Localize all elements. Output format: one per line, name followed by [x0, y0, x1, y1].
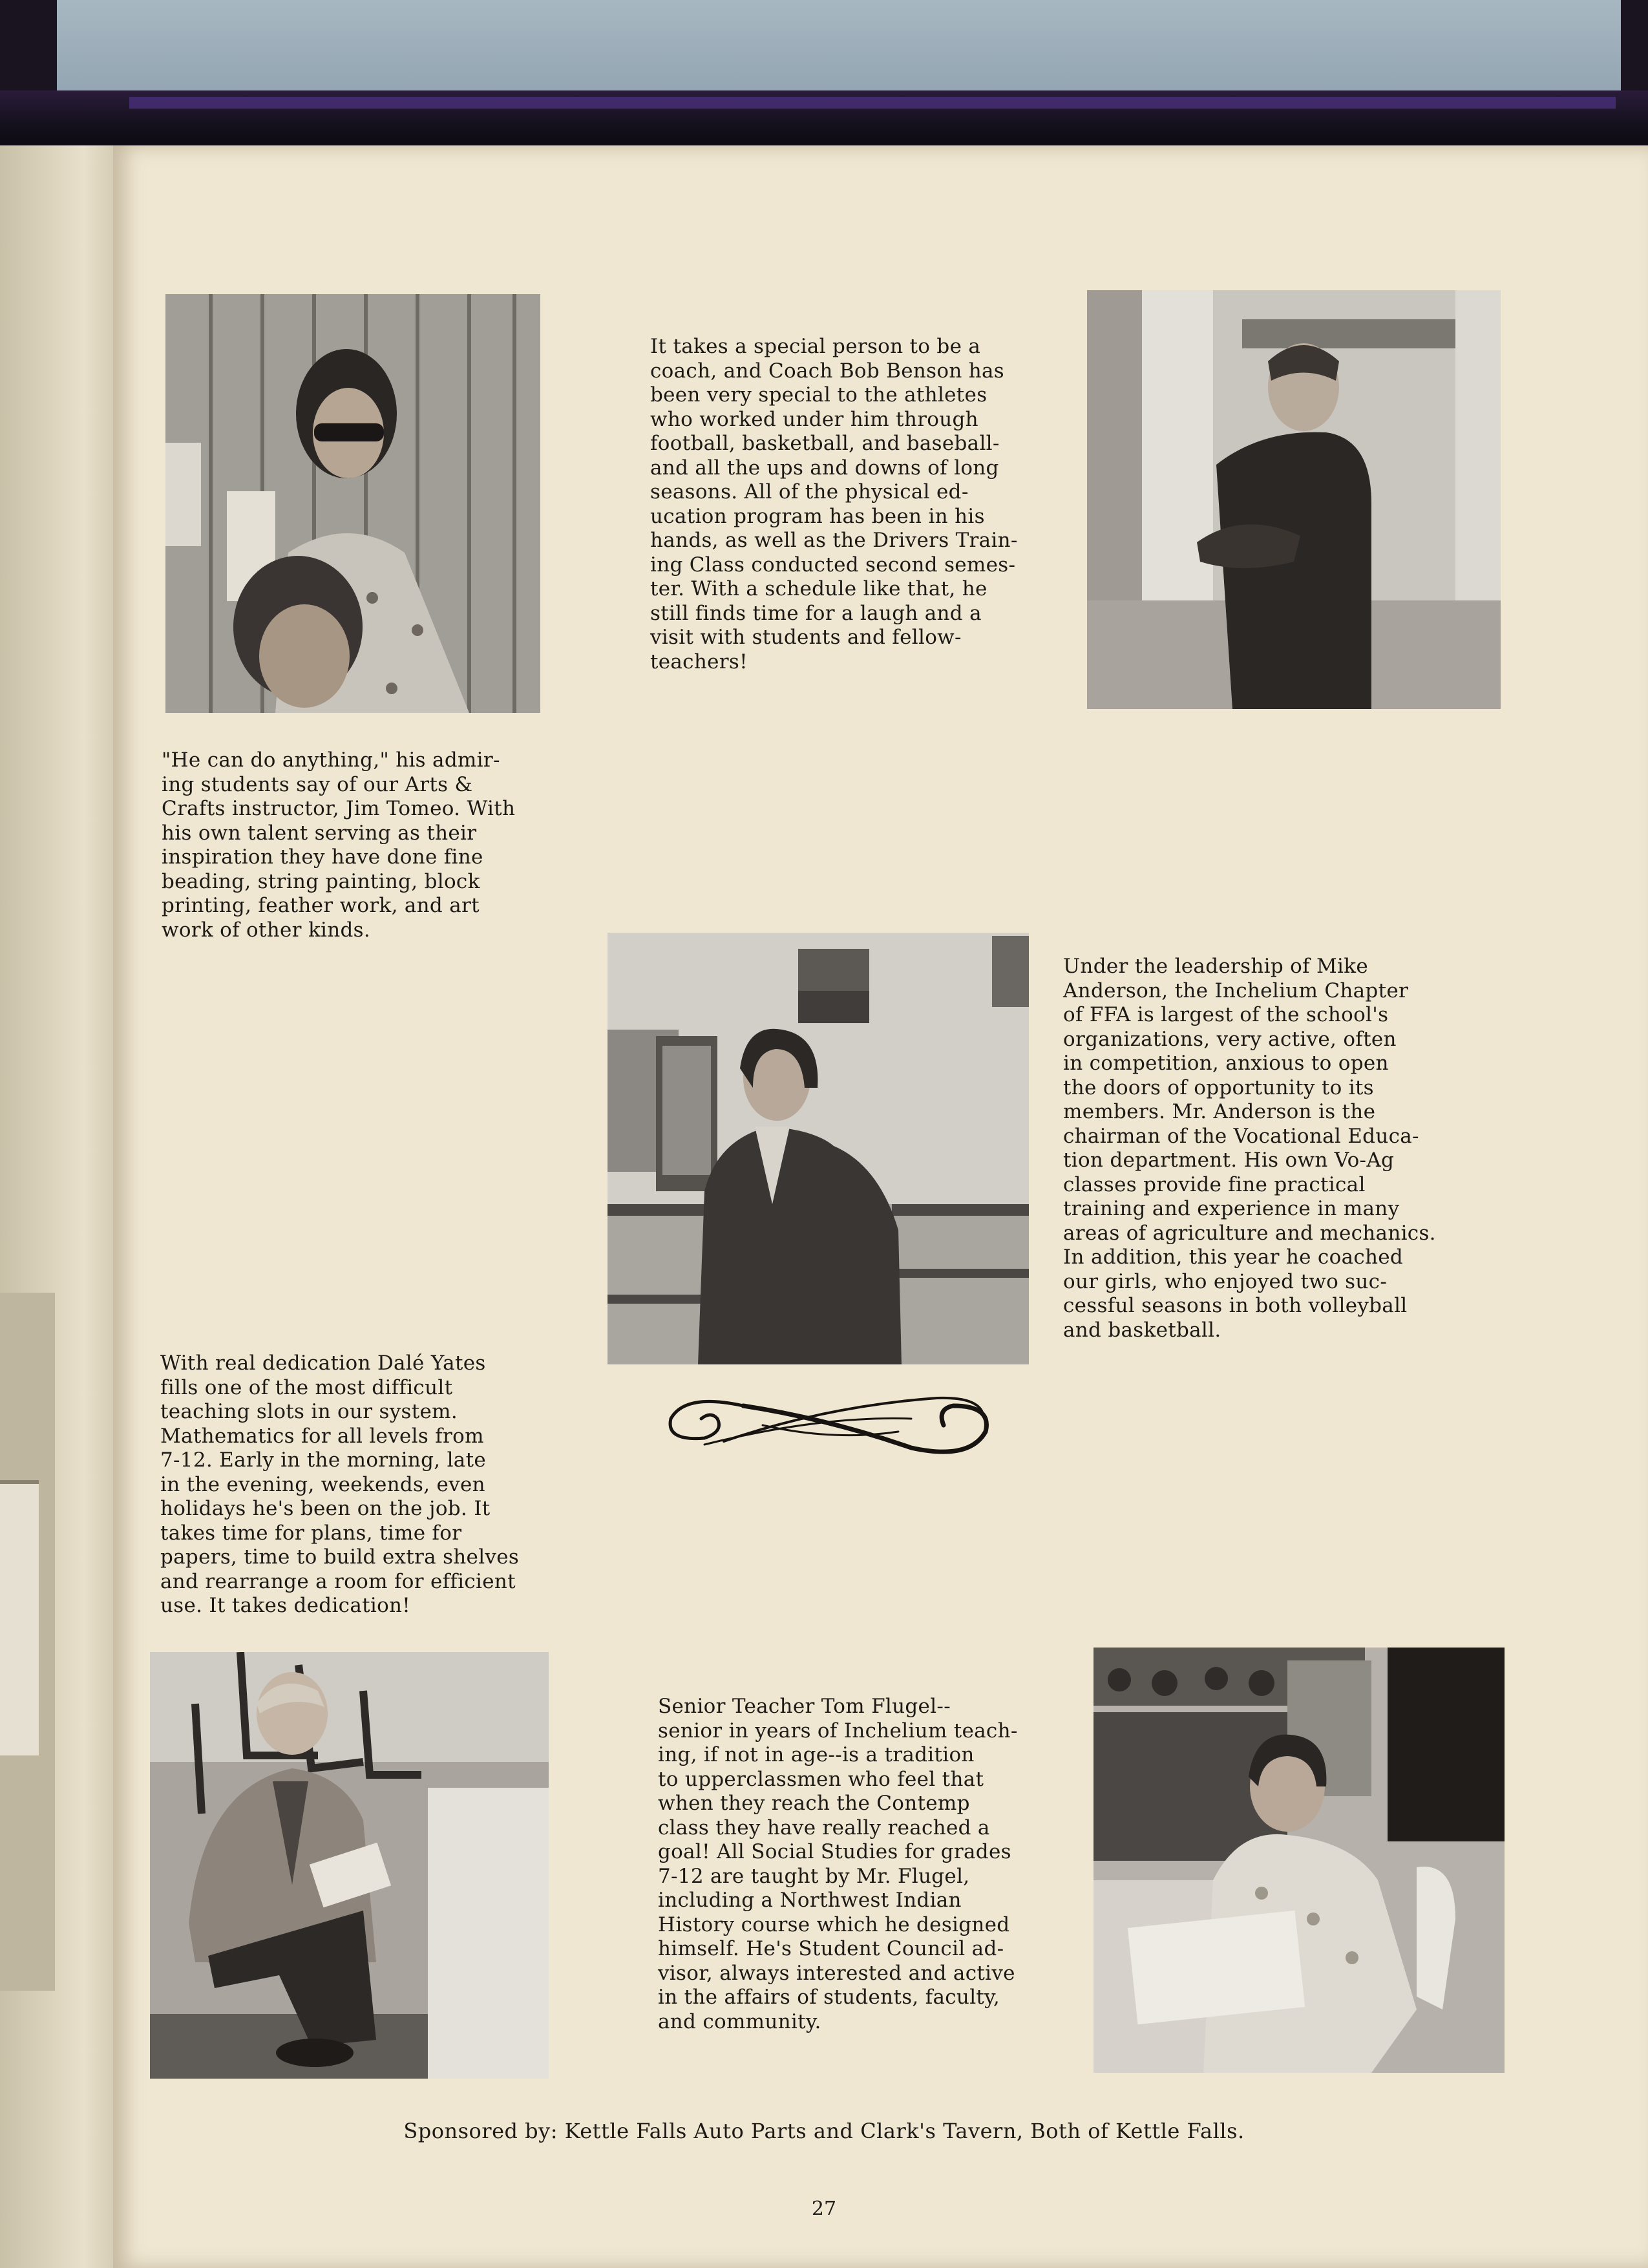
background-sky: [57, 0, 1621, 97]
photo-social-studies-flugel: [1093, 1648, 1505, 2073]
photo-math-yates: [150, 1652, 549, 2079]
photo-arts-crafts-classroom: [165, 294, 540, 713]
caption-arts-crafts-tomeo: "He can do anything," his admir- ing students say of our Arts & Crafts instructor, Jim Tomeo. With his own talent serving as their inspiration they have done fine beading, string painting, block printing, feather work, and art work of other kinds.: [162, 748, 516, 942]
photo-coach-benson: [1087, 290, 1501, 709]
sponsor-line: Sponsored by: Kettle Falls Auto Parts and Clark's Tavern, Both of Kettle Falls.: [403, 2119, 1245, 2143]
page-number: 27: [811, 2198, 837, 2220]
caption-ffa-anderson: Under the leadership of Mike Anderson, the Inchelium Chapter of FFA is largest of the school's organizations, very active, often in competition, anxious to open the doors of opportunity to its members. Mr. Anderson is the chairman of the Vocational Educa- tion department. His own Vo-Ag classes provide fine practical training and experience in many areas of agriculture and mechanics. In addition, this year he coached our girls, who enjoyed two suc- cessful seasons in both volleyball and basketball.: [1063, 955, 1436, 1342]
left-page-photo-fragment: [0, 1293, 55, 1991]
caption-math-yates: With real dedication Dalé Yates fills one of the most difficult teaching slots in our system. Mathematics for all levels from 7-12. Early in the morning, late in the evening, weekends, even holidays he's been on the job. It takes time for plans, time for papers, time to build extra shelves and rearrange a room for efficient use. It takes dedication!: [160, 1351, 520, 1617]
decorative-flourish: [666, 1380, 992, 1464]
binding-ribbon: [129, 97, 1616, 109]
photo-ffa-anderson: [607, 933, 1029, 1364]
caption-social-studies-flugel: Senior Teacher Tom Flugel-- senior in years of Inchelium teach- ing, if not in age--is a tradition to upperclassmen who feel that when they reach the Contemp class they have really reached a goal! All Social Studies for grades 7-12 are taught by Mr. Flugel, including a Northwest Indian History course which he designed himself. He's Student Council ad- visor, always interested and active in the affairs of students, faculty, and community.: [658, 1695, 1018, 2033]
caption-coach-benson: It takes a special person to be a coach, and Coach Bob Benson has been very special to the athletes who worked under him through football, basketball, and baseball- and all the ups and downs of long seasons. All of the physical ed- ucation program has been in his hands, as well as the Drivers Train- ing Class conducted second semes- ter. With a schedule like that, he still finds time for a laugh and a visit with students and fellow- teachers!: [650, 335, 1018, 673]
